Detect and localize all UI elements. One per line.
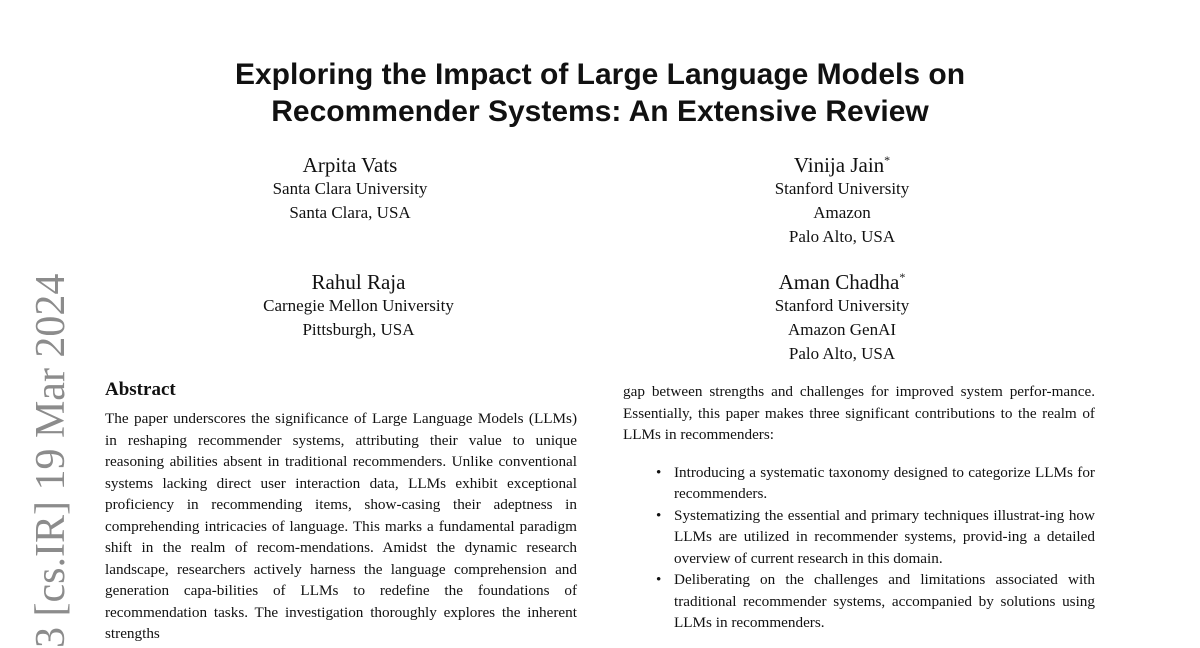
paper-title-line-2: Recommender Systems: An Extensive Review	[271, 95, 929, 128]
bullet-icon: •	[656, 463, 662, 481]
bullet-icon: •	[656, 506, 662, 524]
abstract-section	[105, 378, 577, 645]
list-item	[656, 505, 1095, 570]
author-name	[692, 153, 992, 177]
author-affiliation: Amazon	[813, 203, 871, 222]
author-block-rahul-raja	[200, 270, 517, 342]
list-item	[656, 569, 1095, 634]
author-affiliation: Carnegie Mellon University	[263, 296, 454, 315]
author-name-text: Arpita Vats	[302, 153, 398, 177]
contribution-text: Introducing a systematic taxonomy designed to categorize LLMs for recommenders.	[674, 463, 1095, 502]
paper-title-line-1: Exploring the Impact of Large Language Models on	[234, 58, 966, 91]
abstract-continuation: gap between strengths and challenges for improved system perfor-mance. Essentially, this paper makes three significant contributions to the realm of LLMs in recommenders:	[623, 383, 1095, 443]
author-block-vinija-jain	[692, 153, 992, 249]
author-affiliation: Stanford University	[774, 179, 910, 198]
contributions-list	[656, 462, 1095, 634]
author-location: Palo Alto, USA	[788, 344, 896, 363]
author-affiliation: Stanford University	[774, 296, 910, 315]
paper-title	[0, 56, 1200, 130]
contribution-text: Deliberating on the challenges and limitations associated with traditional recommender systems, accompanied by solutions using LLMs in recommenders.	[674, 571, 1095, 631]
contribution-text: Systematizing the essential and primary techniques illustrat-ing how LLMs are utilized in recommender systems, provid-ing a detailed overview of current research in this domain.	[674, 506, 1095, 567]
author-name-text: Aman Chadha	[778, 270, 900, 294]
author-location: Pittsburgh, USA	[302, 320, 415, 339]
author-name-text: Rahul Raja	[311, 270, 406, 294]
author-affiliation: Amazon GenAI	[787, 320, 897, 339]
bullet-icon: •	[656, 571, 662, 588]
author-name-text: Vinija Jain	[793, 153, 885, 177]
abstract-heading: Abstract	[105, 379, 176, 400]
author-location: Santa Clara, USA	[289, 203, 411, 222]
arxiv-identifier-stamp: 3 [cs.IR] 19 Mar 2024	[28, 273, 74, 648]
author-location: Palo Alto, USA	[788, 227, 896, 246]
author-name	[692, 270, 992, 294]
author-name	[200, 153, 500, 177]
author-block-arpita-vats	[200, 153, 500, 225]
equal-contribution-mark: *	[899, 270, 906, 284]
list-item	[656, 462, 1095, 505]
right-column	[623, 381, 1095, 634]
author-block-aman-chadha	[692, 270, 992, 366]
equal-contribution-mark: *	[884, 153, 891, 167]
author-affiliation: Santa Clara University	[272, 179, 428, 198]
abstract-text: The paper underscores the significance of Large Language Models (LLMs) in reshaping recommender systems, attributing their value to unique reasoning abilities absent in traditional recommenders. Unlike conventional systems lacking direct user interaction data, LLMs exhibit exceptional proficiency in recommending items, show-casing their adeptness in comprehending intricacies of language. This marks a fundamental paradigm shift in the realm of recom-mendations. Amidst the dynamic research landscape, researchers actively harness the language comprehension and generation capa-bilities of LLMs to redefine the foundations of recommendation tasks. The investigation thoroughly explores the inherent strengths	[105, 410, 577, 642]
author-name	[200, 270, 517, 294]
